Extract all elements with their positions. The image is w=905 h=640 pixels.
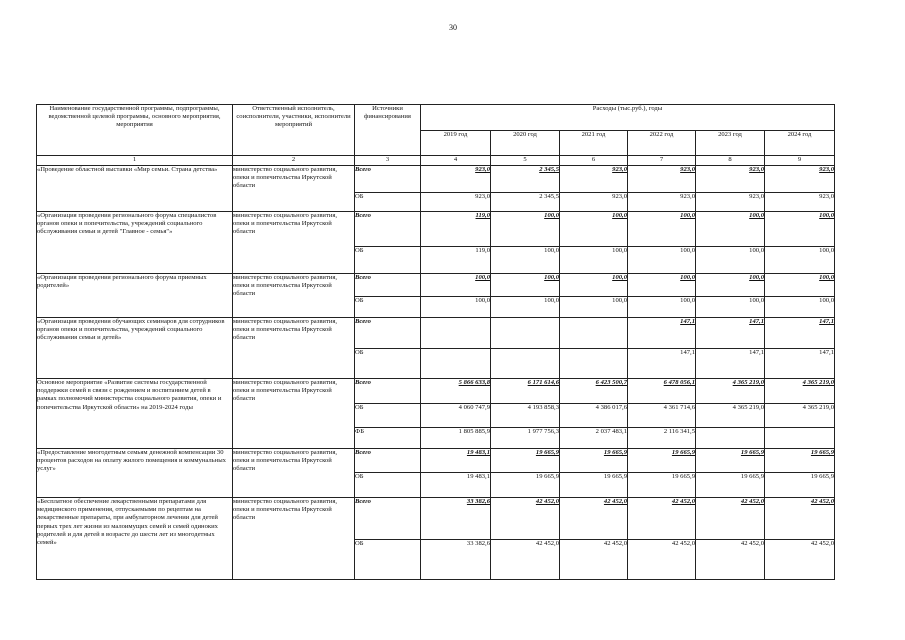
- value-cell: 1 805 885,9: [421, 428, 491, 449]
- value-cell: 4 193 858,3: [491, 404, 560, 428]
- value-cell: 42 452,0: [628, 498, 696, 540]
- value-cell: 4 365 219,0: [696, 379, 765, 404]
- executor-name: министерство социального развития, опеки и попечительства Иркутской области: [233, 212, 355, 274]
- value-cell: 119,0: [421, 212, 491, 247]
- activity-name: «Организация проведения регионального форума приемных родителей»: [37, 274, 233, 318]
- header-name: Наименование государственной программы, подпрограммы, ведомственной целевой программы, основного мероприятия, мероприятия: [37, 105, 233, 156]
- value-cell: 100,0: [765, 212, 835, 247]
- activity-name: «Бесплатное обеспечение лекарственными препаратами для медицинского применения, отпускаемыми по рецептам на лекарственные препараты, при амбулаторном лечении для детей первых трех лет жизни из малоимущих семей и семей одиноких родителей и для детей в возрасте до шести лет из многодетных семей»: [37, 498, 233, 580]
- value-cell: [560, 349, 628, 379]
- executor-name: министерство социального развития, опеки и попечительства Иркутской области: [233, 274, 355, 318]
- value-cell: 923,0: [765, 166, 835, 193]
- value-cell: 923,0: [560, 166, 628, 193]
- value-cell: 19 665,9: [765, 449, 835, 473]
- value-cell: 2 345,5: [491, 193, 560, 212]
- value-cell: 923,0: [765, 193, 835, 212]
- value-cell: 100,0: [696, 274, 765, 297]
- value-cell: 6 423 500,7: [560, 379, 628, 404]
- value-cell: 42 452,0: [560, 540, 628, 580]
- value-cell: 100,0: [491, 274, 560, 297]
- value-cell: 100,0: [696, 297, 765, 318]
- value-cell: 100,0: [560, 212, 628, 247]
- source-label: ОБ: [355, 247, 421, 274]
- value-cell: 100,0: [491, 212, 560, 247]
- source-label: ОБ: [355, 193, 421, 212]
- value-cell: [696, 428, 765, 449]
- value-cell: 4 361 714,6: [628, 404, 696, 428]
- source-label: Всего: [355, 379, 421, 404]
- header-year: 2022 год: [628, 131, 696, 156]
- value-cell: 19 665,9: [765, 473, 835, 498]
- column-number: 5: [491, 156, 560, 166]
- value-cell: 6 478 056,1: [628, 379, 696, 404]
- value-cell: 100,0: [560, 247, 628, 274]
- value-cell: 33 382,6: [421, 498, 491, 540]
- executor-name: министерство социального развития, опеки и попечительства Иркутской области: [233, 449, 355, 498]
- column-number: 6: [560, 156, 628, 166]
- value-cell: 19 483,1: [421, 473, 491, 498]
- value-cell: 100,0: [560, 297, 628, 318]
- activity-name: «Проведение областной выставки «Мир семьи. Страна детства»: [37, 166, 233, 212]
- value-cell: 100,0: [421, 297, 491, 318]
- value-cell: 923,0: [628, 193, 696, 212]
- header-expenses: Расходы (тыс.руб.), годы: [421, 105, 835, 131]
- value-cell: [765, 428, 835, 449]
- value-cell: 19 665,9: [491, 473, 560, 498]
- value-cell: 147,1: [765, 349, 835, 379]
- source-label: Всего: [355, 274, 421, 297]
- value-cell: 2 116 341,5: [628, 428, 696, 449]
- value-cell: 6 171 614,6: [491, 379, 560, 404]
- value-cell: 5 866 633,8: [421, 379, 491, 404]
- value-cell: 4 365 219,0: [696, 404, 765, 428]
- value-cell: 147,1: [765, 318, 835, 349]
- header-executor: Ответственный исполнитель, соисполнители, участники, исполнители мероприятий: [233, 105, 355, 156]
- value-cell: 19 665,9: [560, 473, 628, 498]
- activity-name: Основное мероприятие «Развитие системы государственной поддержки семей в связи с рождением и воспитанием детей в рамках полномочий министерства социального развития, опеки и попечительства Иркутской области» на 2019-2024 годы: [37, 379, 233, 449]
- column-number: 2: [233, 156, 355, 166]
- value-cell: 42 452,0: [696, 540, 765, 580]
- executor-name: министерство социального развития, опеки и попечительства Иркутской области: [233, 166, 355, 212]
- value-cell: 2 037 483,1: [560, 428, 628, 449]
- value-cell: 100,0: [628, 247, 696, 274]
- value-cell: 100,0: [628, 297, 696, 318]
- value-cell: 42 452,0: [491, 498, 560, 540]
- value-cell: 42 452,0: [560, 498, 628, 540]
- value-cell: [560, 318, 628, 349]
- header-year: 2021 год: [560, 131, 628, 156]
- value-cell: 4 365 219,0: [765, 404, 835, 428]
- header-source: Источники финансирования: [355, 105, 421, 156]
- value-cell: 923,0: [628, 166, 696, 193]
- value-cell: 4 386 017,6: [560, 404, 628, 428]
- value-cell: 42 452,0: [696, 498, 765, 540]
- value-cell: 100,0: [628, 212, 696, 247]
- value-cell: 923,0: [421, 193, 491, 212]
- column-number: 4: [421, 156, 491, 166]
- column-number: 3: [355, 156, 421, 166]
- value-cell: 147,1: [628, 318, 696, 349]
- value-cell: 100,0: [491, 247, 560, 274]
- value-cell: 42 452,0: [491, 540, 560, 580]
- value-cell: 42 452,0: [765, 498, 835, 540]
- column-number: 8: [696, 156, 765, 166]
- source-label: ФБ: [355, 428, 421, 449]
- value-cell: 100,0: [765, 274, 835, 297]
- activity-name: «Предоставление многодетным семьям денежной компенсации 30 процентов расходов на оплату жилого помещения и коммунальных услуг»: [37, 449, 233, 498]
- column-number-row: [37, 156, 835, 166]
- source-label: Всего: [355, 449, 421, 473]
- column-number: 7: [628, 156, 696, 166]
- source-label: Всего: [355, 498, 421, 540]
- source-label: Всего: [355, 318, 421, 349]
- value-cell: 923,0: [696, 166, 765, 193]
- header-year: 2020 год: [491, 131, 560, 156]
- value-cell: 19 665,9: [628, 449, 696, 473]
- value-cell: 100,0: [560, 274, 628, 297]
- value-cell: 147,1: [696, 349, 765, 379]
- column-number: 9: [765, 156, 835, 166]
- source-label: ОБ: [355, 297, 421, 318]
- source-label: Всего: [355, 212, 421, 247]
- activity-name: «Организация проведения обучающих семинаров для сотрудников органов опеки и попечительства, учреждений социального обслуживания семьи и детей»: [37, 318, 233, 379]
- table-row: [37, 212, 835, 247]
- table-row: [37, 498, 835, 540]
- value-cell: [491, 349, 560, 379]
- header-year: 2023 год: [696, 131, 765, 156]
- source-label: ОБ: [355, 349, 421, 379]
- value-cell: 923,0: [421, 166, 491, 193]
- activity-name: «Организация проведения регионального форума специалистов органов опеки и попечительства, учреждений социального обслуживания семьи и детей "Главное - семья"»: [37, 212, 233, 274]
- table-row: [37, 274, 835, 297]
- table-row: [37, 379, 835, 404]
- value-cell: 19 665,9: [560, 449, 628, 473]
- header-year: 2019 год: [421, 131, 491, 156]
- table-row: [37, 166, 835, 193]
- value-cell: 100,0: [696, 247, 765, 274]
- page-number: 30: [449, 23, 457, 32]
- value-cell: 100,0: [491, 297, 560, 318]
- value-cell: 19 665,9: [696, 473, 765, 498]
- executor-name: министерство социального развития, опеки и попечительства Иркутской области: [233, 498, 355, 580]
- source-label: ОБ: [355, 473, 421, 498]
- value-cell: 19 483,1: [421, 449, 491, 473]
- executor-name: министерство социального развития, опеки и попечительства Иркутской области: [233, 318, 355, 379]
- value-cell: 4 365 219,0: [765, 379, 835, 404]
- value-cell: 923,0: [696, 193, 765, 212]
- value-cell: 923,0: [560, 193, 628, 212]
- value-cell: 147,1: [628, 349, 696, 379]
- table-row: [37, 318, 835, 349]
- value-cell: 119,0: [421, 247, 491, 274]
- header-year: 2024 год: [765, 131, 835, 156]
- budget-table: [36, 104, 835, 580]
- column-number: 1: [37, 156, 233, 166]
- value-cell: [421, 318, 491, 349]
- value-cell: 100,0: [765, 247, 835, 274]
- value-cell: [491, 318, 560, 349]
- source-label: ОБ: [355, 404, 421, 428]
- value-cell: 1 977 756,3: [491, 428, 560, 449]
- value-cell: 100,0: [421, 274, 491, 297]
- value-cell: 19 665,9: [628, 473, 696, 498]
- value-cell: 19 665,9: [491, 449, 560, 473]
- value-cell: 19 665,9: [696, 449, 765, 473]
- value-cell: 42 452,0: [628, 540, 696, 580]
- value-cell: 2 345,5: [491, 166, 560, 193]
- value-cell: 100,0: [765, 297, 835, 318]
- value-cell: 33 382,6: [421, 540, 491, 580]
- value-cell: 100,0: [628, 274, 696, 297]
- value-cell: 42 452,0: [765, 540, 835, 580]
- value-cell: [421, 349, 491, 379]
- value-cell: 147,1: [696, 318, 765, 349]
- source-label: Всего: [355, 166, 421, 193]
- source-label: ОБ: [355, 540, 421, 580]
- executor-name: министерство социального развития, опеки и попечительства Иркутской области: [233, 379, 355, 449]
- value-cell: 4 060 747,9: [421, 404, 491, 428]
- value-cell: 100,0: [696, 212, 765, 247]
- table-row: [37, 449, 835, 473]
